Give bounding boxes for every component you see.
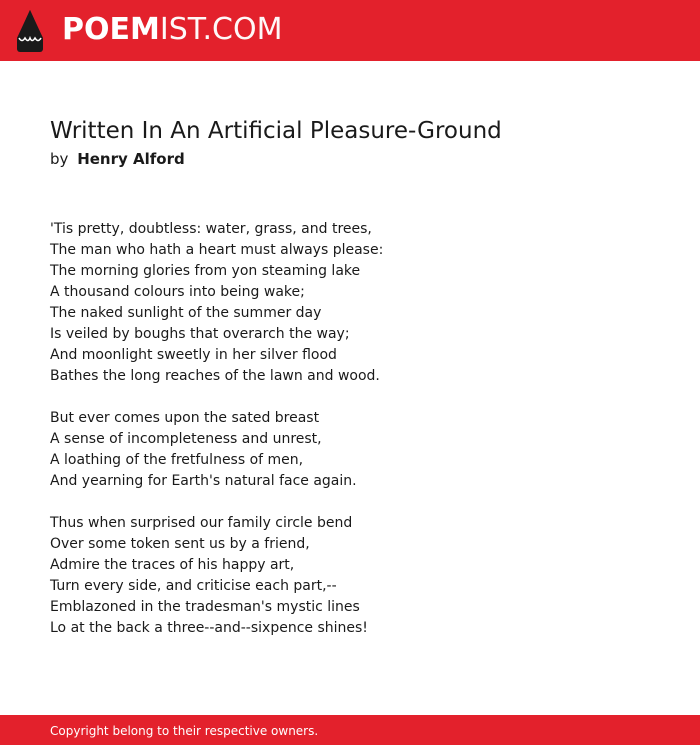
poem-line: Lo at the back a three--and--sixpence shines! <box>50 620 368 636</box>
stanza <box>50 513 650 639</box>
poem-line: Admire the traces of his happy art, <box>50 557 295 573</box>
poem-line: A sense of incompleteness and unrest, <box>50 431 322 447</box>
poem-line: Thus when surprised our family circle bend <box>50 515 353 531</box>
poem-line: The morning glories from yon steaming lake <box>50 263 361 279</box>
author-name[interactable]: Henry Alford <box>77 150 185 168</box>
poem-line: And yearning for Earth's natural face again. <box>50 473 357 489</box>
poem-line: 'Tis pretty, doubtless: water, grass, and trees, <box>50 221 372 237</box>
copyright-text: Copyright belong to their respective owners. <box>50 724 319 738</box>
poem-line: Bathes the long reaches of the lawn and wood. <box>50 368 380 384</box>
poem-title: Written In An Artificial Pleasure-Ground <box>50 118 502 144</box>
site-header <box>0 0 700 61</box>
site-footer <box>0 715 700 745</box>
stanza <box>50 219 650 387</box>
poem-line: Is veiled by boughs that overarch the way; <box>50 326 350 342</box>
poem-line: And moonlight sweetly in her silver flood <box>50 347 337 363</box>
poem-line: Over some token sent us by a friend, <box>50 536 310 552</box>
site-logo[interactable] <box>62 12 282 48</box>
poem-line: But ever comes upon the sated breast <box>50 410 320 426</box>
byline <box>50 148 185 170</box>
poem-line: Emblazoned in the tradesman's mystic lines <box>50 599 360 615</box>
poem-line: Turn every side, and criticise each part,-- <box>50 578 337 594</box>
poem-line: The naked sunlight of the summer day <box>50 305 322 321</box>
poem-line: The man who hath a heart must always please: <box>50 242 384 258</box>
pencil-icon[interactable] <box>17 10 43 52</box>
logo-light-text: IST.COM <box>159 12 283 47</box>
poem-line: A loathing of the fretfulness of men, <box>50 452 304 468</box>
logo-bold-text: POEM <box>62 12 160 47</box>
poem-body <box>50 219 650 660</box>
stanza <box>50 408 650 492</box>
by-label: by <box>50 150 69 168</box>
poem-line: A thousand colours into being wake; <box>50 284 305 300</box>
